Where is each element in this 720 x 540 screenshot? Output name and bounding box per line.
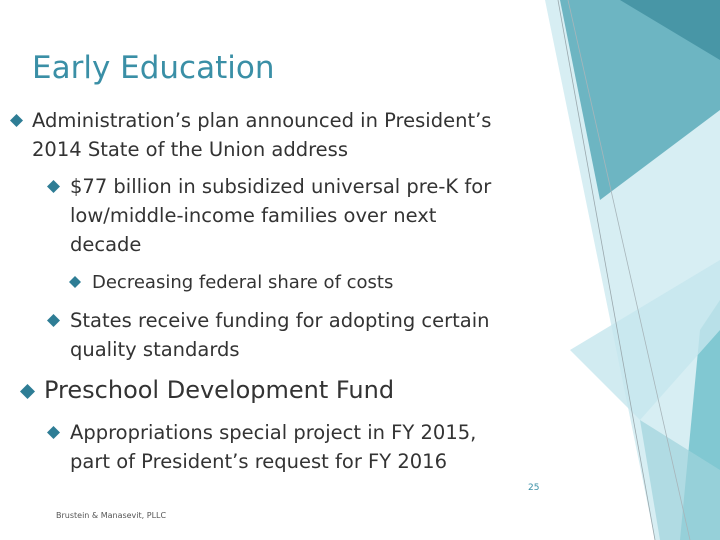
bullet-line: Appropriations special project in FY 2015, xyxy=(70,421,477,444)
bullet-item-4 xyxy=(70,306,550,364)
slide-title: Early Education xyxy=(32,50,275,86)
bullet-line: $77 billion in subsidized universal pre-K for xyxy=(70,175,492,198)
bullet-line: part of President’s request for FY 2016 xyxy=(70,450,447,473)
bullet-line: low/middle-income families over next xyxy=(70,204,437,227)
bullet-line: Administration’s plan announced in President’s xyxy=(32,109,492,132)
bullet-item-3 xyxy=(92,268,512,297)
bullet-line: States receive funding for adopting certain xyxy=(70,309,490,332)
page-number: 25 xyxy=(528,483,540,493)
bullet-item-2 xyxy=(70,172,550,259)
bullet-line: quality standards xyxy=(70,338,240,361)
footer-text: Brustein & Manasevit, PLLC xyxy=(56,511,167,520)
bullet-item-5 xyxy=(44,375,504,405)
bullet-item-6 xyxy=(70,418,550,476)
bullet-line: Preschool Development Fund xyxy=(44,376,395,404)
bullet-item-1 xyxy=(32,106,552,164)
bullet-line: Decreasing federal share of costs xyxy=(92,272,394,293)
bullet-line: 2014 State of the Union address xyxy=(32,138,348,161)
bullet-line: decade xyxy=(70,233,142,256)
